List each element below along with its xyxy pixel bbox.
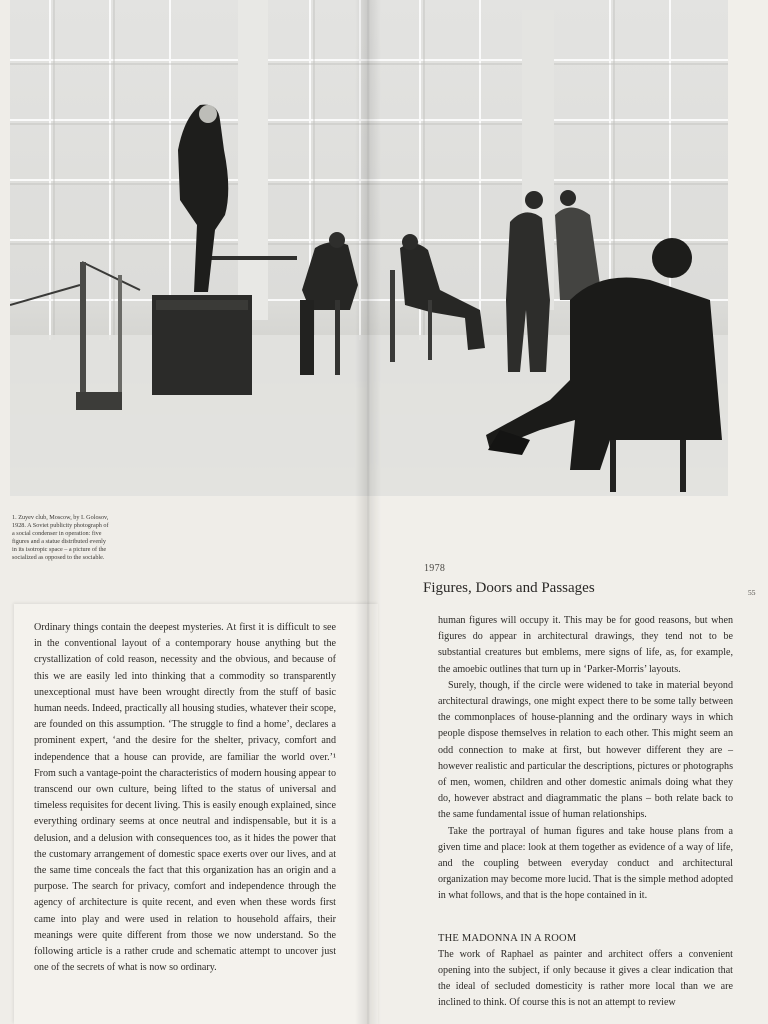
figure-photograph xyxy=(10,0,728,496)
right-text-column xyxy=(438,613,733,1012)
section-heading: THE MADONNA IN A ROOM xyxy=(438,932,577,944)
left-text-column xyxy=(34,620,336,976)
body-paragraph: Surely, though, if the circle were widened to take in material beyond architectural drawings, one might expect there to be some tally between the commonplaces of house-planning and the ordinary ways in which people dispose themselves in relation to each other. This might seem an odd connection to make at first, but however different they are – however realistic and particular the descriptions, pictures or photographs of men, women, children and other domestic animals doing what they do, however abstract and diagrammatic the plans – both relate back to the same fundamental issue of human relationships. xyxy=(438,679,733,821)
chapter-title: Figures, Doors and Passages xyxy=(423,580,595,596)
chapter-year: 1978 xyxy=(424,563,446,574)
body-paragraph: The work of Raphael as painter and architect offers a convenient opening into the subject, if only because it gives a clear indication that the ideal of secluded domesticity is rather more local than we are inclined to think. Of course this is not an attempt to review xyxy=(438,948,733,1009)
body-paragraph: human figures will occupy it. This may be for good reasons, but when figures do appear in architectural drawings, they tend not to be substantial creatures but emblems, mere signs of life, as, for example, the amoebic outlines that turn up in ‘Parker-Morris’ layouts. xyxy=(438,615,733,675)
figure-caption: 1. Zuyev club, Moscow, by I. Golosov, 1928. A Soviet publicity photograph of a social condenser in operation: five figures and a statue distributed evenly in its isotropic space – a picture of the socialized as opposed to the sociable. xyxy=(12,514,109,562)
body-paragraph: Take the portrayal of human figures and take house plans from a given time and place: look at them together as evidence of a way of life, and the coupling between everyday conduct and architectural organization may become more lucid. That is the simple method adopted in what follows, and that is the hope contained in it. xyxy=(438,825,733,902)
body-paragraph: Ordinary things contain the deepest mysteries. At first it is difficult to see in the conventional layout of a contemporary house anything but the crystallization of cold reason, necessity and the obvious, and because of this we are easily led into thinking that a commodity so transparently unexceptional must have been wrought directly from the stuff of basic human needs. Indeed, practically all housing studies, whatever their scope, are founded on this assumption. ‘The struggle to find a home’, declares a prominent expert, ‘and the desire for the shelter, privacy, comfort and independence that a house can provide, are familiar the world over.’¹ From such a vantage-point the characteristics of modern housing appear to transcend our own culture, being lifted to the status of universal and timeless requisites for decent living. This is easily enough explained, since everything ordinary seems at once neutral and indispensable, but it is a delusion, and a delusion with consequences too, as it hides the power that the customary arrangement of domestic space exerts over our lives, and at the same time conceals the fact that this organization has an origin and a purpose. The search for privacy, comfort and independence through the agency of architecture is quite recent, and even when these words first came into play and were used in relation to household affairs, their meanings were quite different from those we now understand. So the following article is a rather crude and schematic attempt to uncover just one of the secrets of what is now so ordinary. xyxy=(34,622,336,974)
page-number: 55 xyxy=(748,588,756,597)
